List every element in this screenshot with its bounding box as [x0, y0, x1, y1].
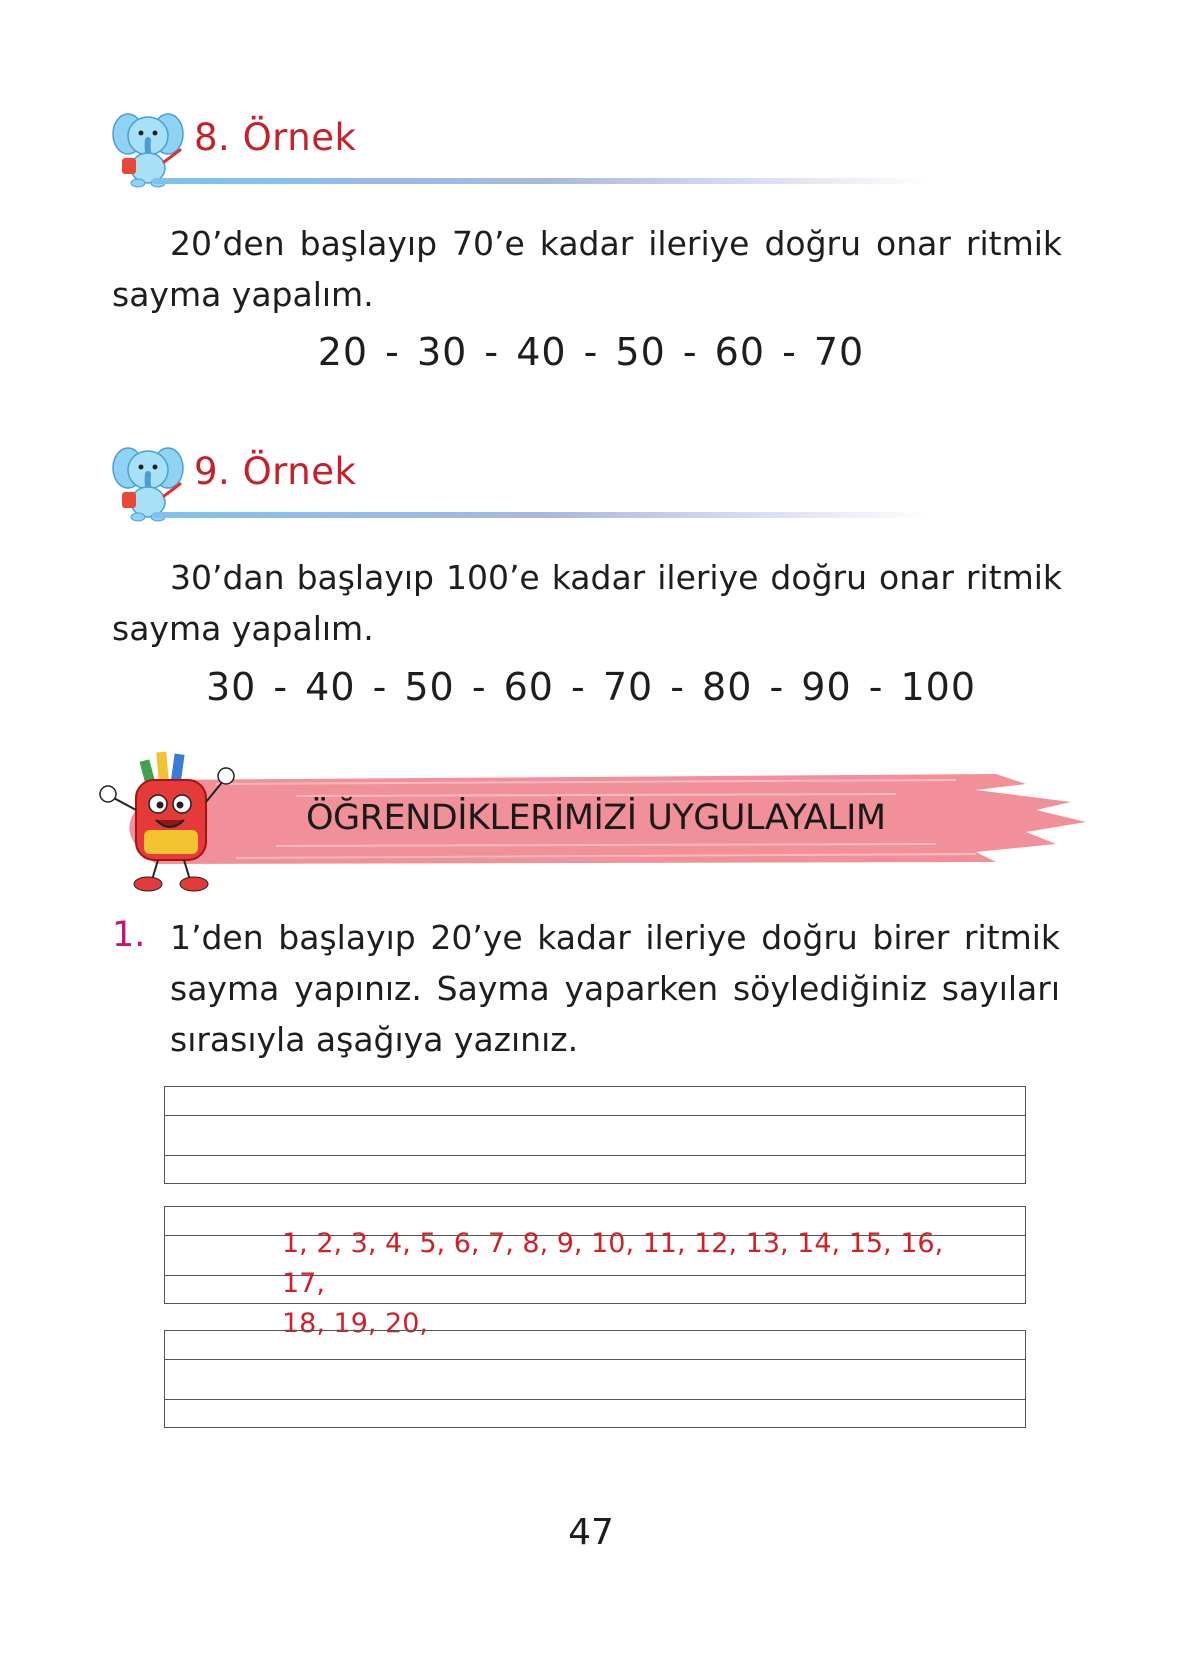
guide-line: [165, 1399, 1025, 1400]
task-1-number: 1.: [112, 915, 146, 955]
example-8-header: [112, 106, 932, 196]
example-9-header: [112, 440, 932, 530]
example-8-sequence: 20 - 30 - 40 - 50 - 60 - 70: [317, 330, 865, 374]
elephant-mascot-icon: [112, 106, 184, 188]
answer-line-2: 18, 19, 20,: [282, 1308, 428, 1339]
guide-line: [165, 1155, 1025, 1156]
answer-line-1: 1, 2, 3, 4, 5, 6, 7, 8, 9, 10, 11, 12, 13, 14, 15, 16, 17,: [282, 1228, 944, 1299]
example-9-text: 30’dan başlayıp 100’e kadar ileriye doğru onar ritmik sayma yapalım.: [112, 558, 1062, 648]
example-9-sequence: 30 - 40 - 50 - 60 - 70 - 80 - 90 - 100: [205, 665, 977, 709]
task-1-text: 1’den başlayıp 20’ye kadar ileriye doğru birer ritmik sayma yapınız. Sayma yaparken söylediğiniz sayıları sırasıyla aşağıya yazınız.: [170, 918, 1060, 1059]
practice-banner-title: ÖĞRENDİKLERİMİZİ UYGULAYALIM: [306, 798, 886, 838]
guide-line: [165, 1359, 1025, 1360]
example-9-divider: [152, 512, 932, 518]
page-number: 47: [568, 1512, 614, 1553]
writing-lines-1[interactable]: [164, 1086, 1026, 1184]
example-8-divider: [152, 178, 932, 184]
elephant-mascot-icon: [112, 440, 184, 522]
example-8-text: 20’den başlayıp 70’e kadar ileriye doğru onar ritmik sayma yapalım.: [112, 224, 1062, 314]
example-9-title: 9. Örnek: [194, 450, 357, 493]
handwritten-answer: [282, 1224, 982, 1344]
example-8-title: 8. Örnek: [194, 116, 357, 159]
writing-lines-3[interactable]: [164, 1330, 1026, 1428]
guide-line: [165, 1115, 1025, 1116]
practice-banner: [96, 740, 1086, 900]
